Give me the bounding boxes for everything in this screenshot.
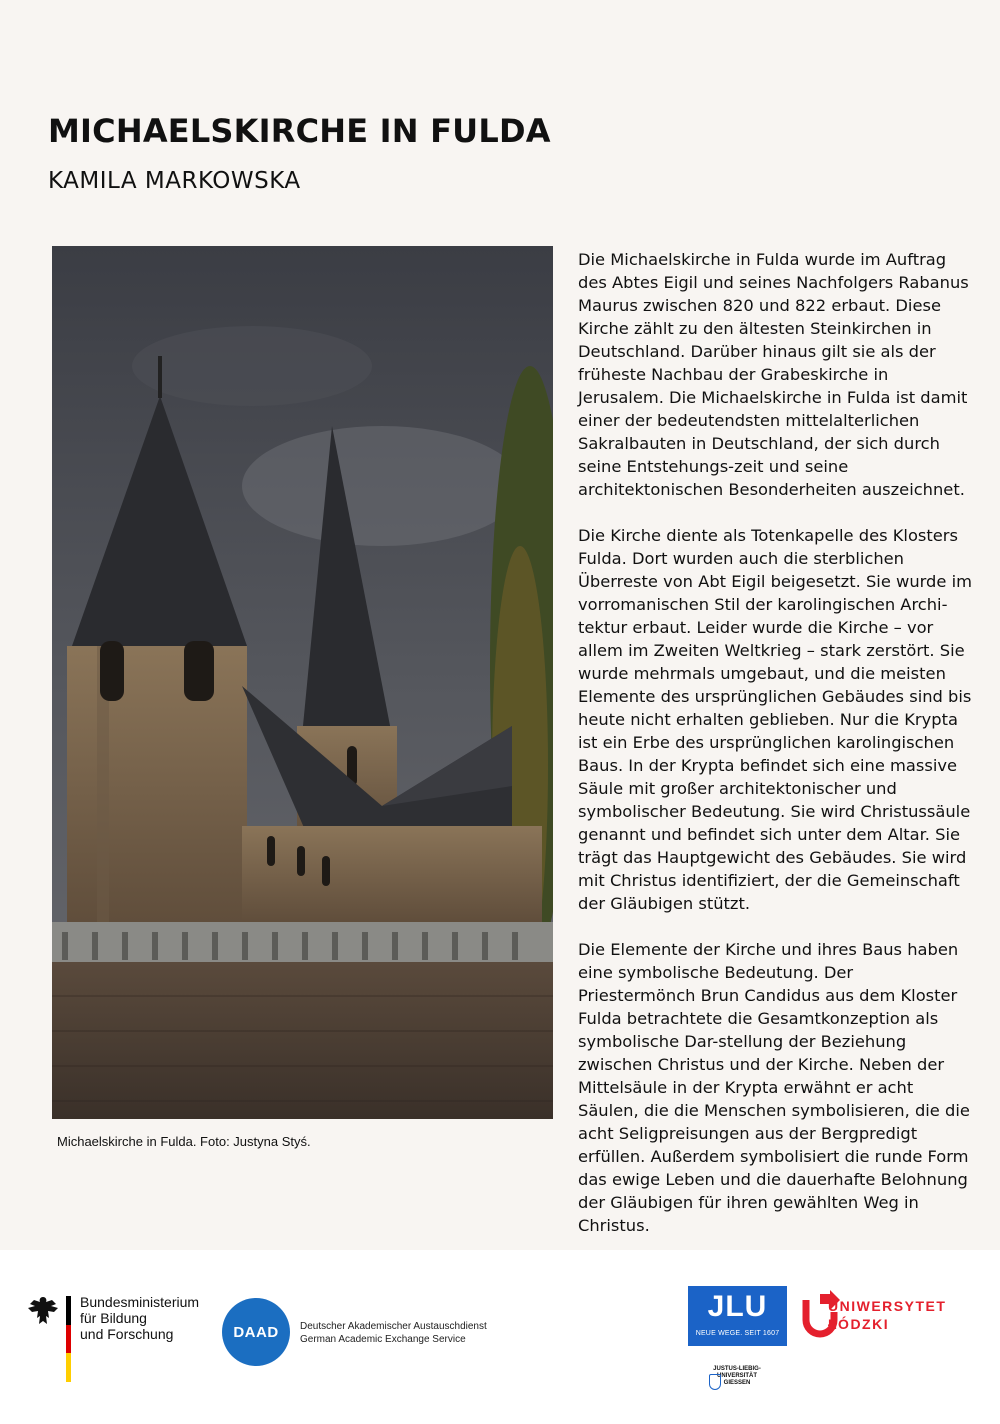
german-flag-stripe [66, 1296, 71, 1382]
footer-logos [0, 1250, 1000, 1424]
paragraph: Die Michaelskirche in Fulda wurde im Auftrag des Abtes Eigil und seines Nachfolgers Rabanus Maurus zwischen 820 und 822 erbaut. Diese Kirche zählt zu den ältesten Steinkirchen in Deutschland. Darüber hinaus gilt sie als der früheste Nachbau der Grabeskirche in Jerusalem. Die Michaelskirche in Fulda ist damit einer der bedeutendsten mittelalterlichen Sakralbauten in Deutschland, der sich durch seine Entstehungs-zeit und seine architektonischen Besonderheiten auszeichnet. [578, 250, 969, 499]
eagle-icon [26, 1294, 60, 1332]
lodz-university-name: UNIWERSYTET ŁÓDZKI [828, 1298, 947, 1332]
jlu-logo: JLU NEUE WEGE. SEIT 1607 [688, 1286, 787, 1346]
church-photo [52, 246, 553, 1119]
author-name: KAMILA MARKOWSKA [48, 168, 301, 194]
daad-name: Deutscher Akademischer Austauschdienst German Academic Exchange Service [300, 1321, 487, 1345]
article-body [578, 248, 973, 1260]
daad-logo: DAAD [222, 1298, 290, 1366]
jlu-name: JUSTUS-LIEBIG- UNIVERSITÄT GIESSEN [713, 1366, 761, 1386]
paragraph: Die Elemente der Kirche und ihres Baus haben eine symbolische Bedeutung. Der Priestermönch Brun Candidus aus dem Kloster Fulda betrachtete die Gesamtkonzeption als symbolische Dar-stellung der Beziehung zwischen Christus und der Kirche. Neben der Mittelsäule in der Krypta erwähnt er acht Säulen, die die Menschen symbolisieren, die die acht Seligpreisungen aus der Bergpredigt erfüllen. Außerdem symbolisiert die runde Form das ewige Leben und die dauerhafte Belohnung der Gläubigen für ihren gewählten Weg in Christus. [578, 940, 970, 1235]
jlu-seal-icon [709, 1374, 721, 1390]
bmbf-name: Bundesministerium für Bildung und Forschung [80, 1294, 200, 1342]
photo-caption: Michaelskirche in Fulda. Foto: Justyna Styś. [57, 1134, 311, 1149]
page-title: MICHAELSKIRCHE IN FULDA [48, 112, 551, 150]
church-illustration [52, 246, 553, 1119]
paragraph: Die Kirche diente als Totenkapelle des Klosters Fulda. Dort wurden auch die sterblichen Überreste von Abt Eigil beigesetzt. Sie wurde im vorromanischen Stil der karolingischen Archi-tektur erbaut. Leider wurde die Kirche – vor allem im Zweiten Weltkrieg – stark zerstört. Sie wurde mehrmals umgebaut, und die meisten Elemente des ursprünglichen Gebäudes sind bis heute nicht erhalten geblieben. Nur die Krypta ist ein Erbe des ursprünglichen karolingischen Baus. In der Krypta befindet sich eine massive Säule mit großer architektonischer und symbolischer Bedeutung. Sie wird Christussäule genannt und befindet sich unter dem Altar. Sie trägt das Hauptgewicht des Gebäudes. Sie wird mit Christus identifiziert, der die Gemeinschaft der Gläubigen stützt. [578, 526, 972, 913]
